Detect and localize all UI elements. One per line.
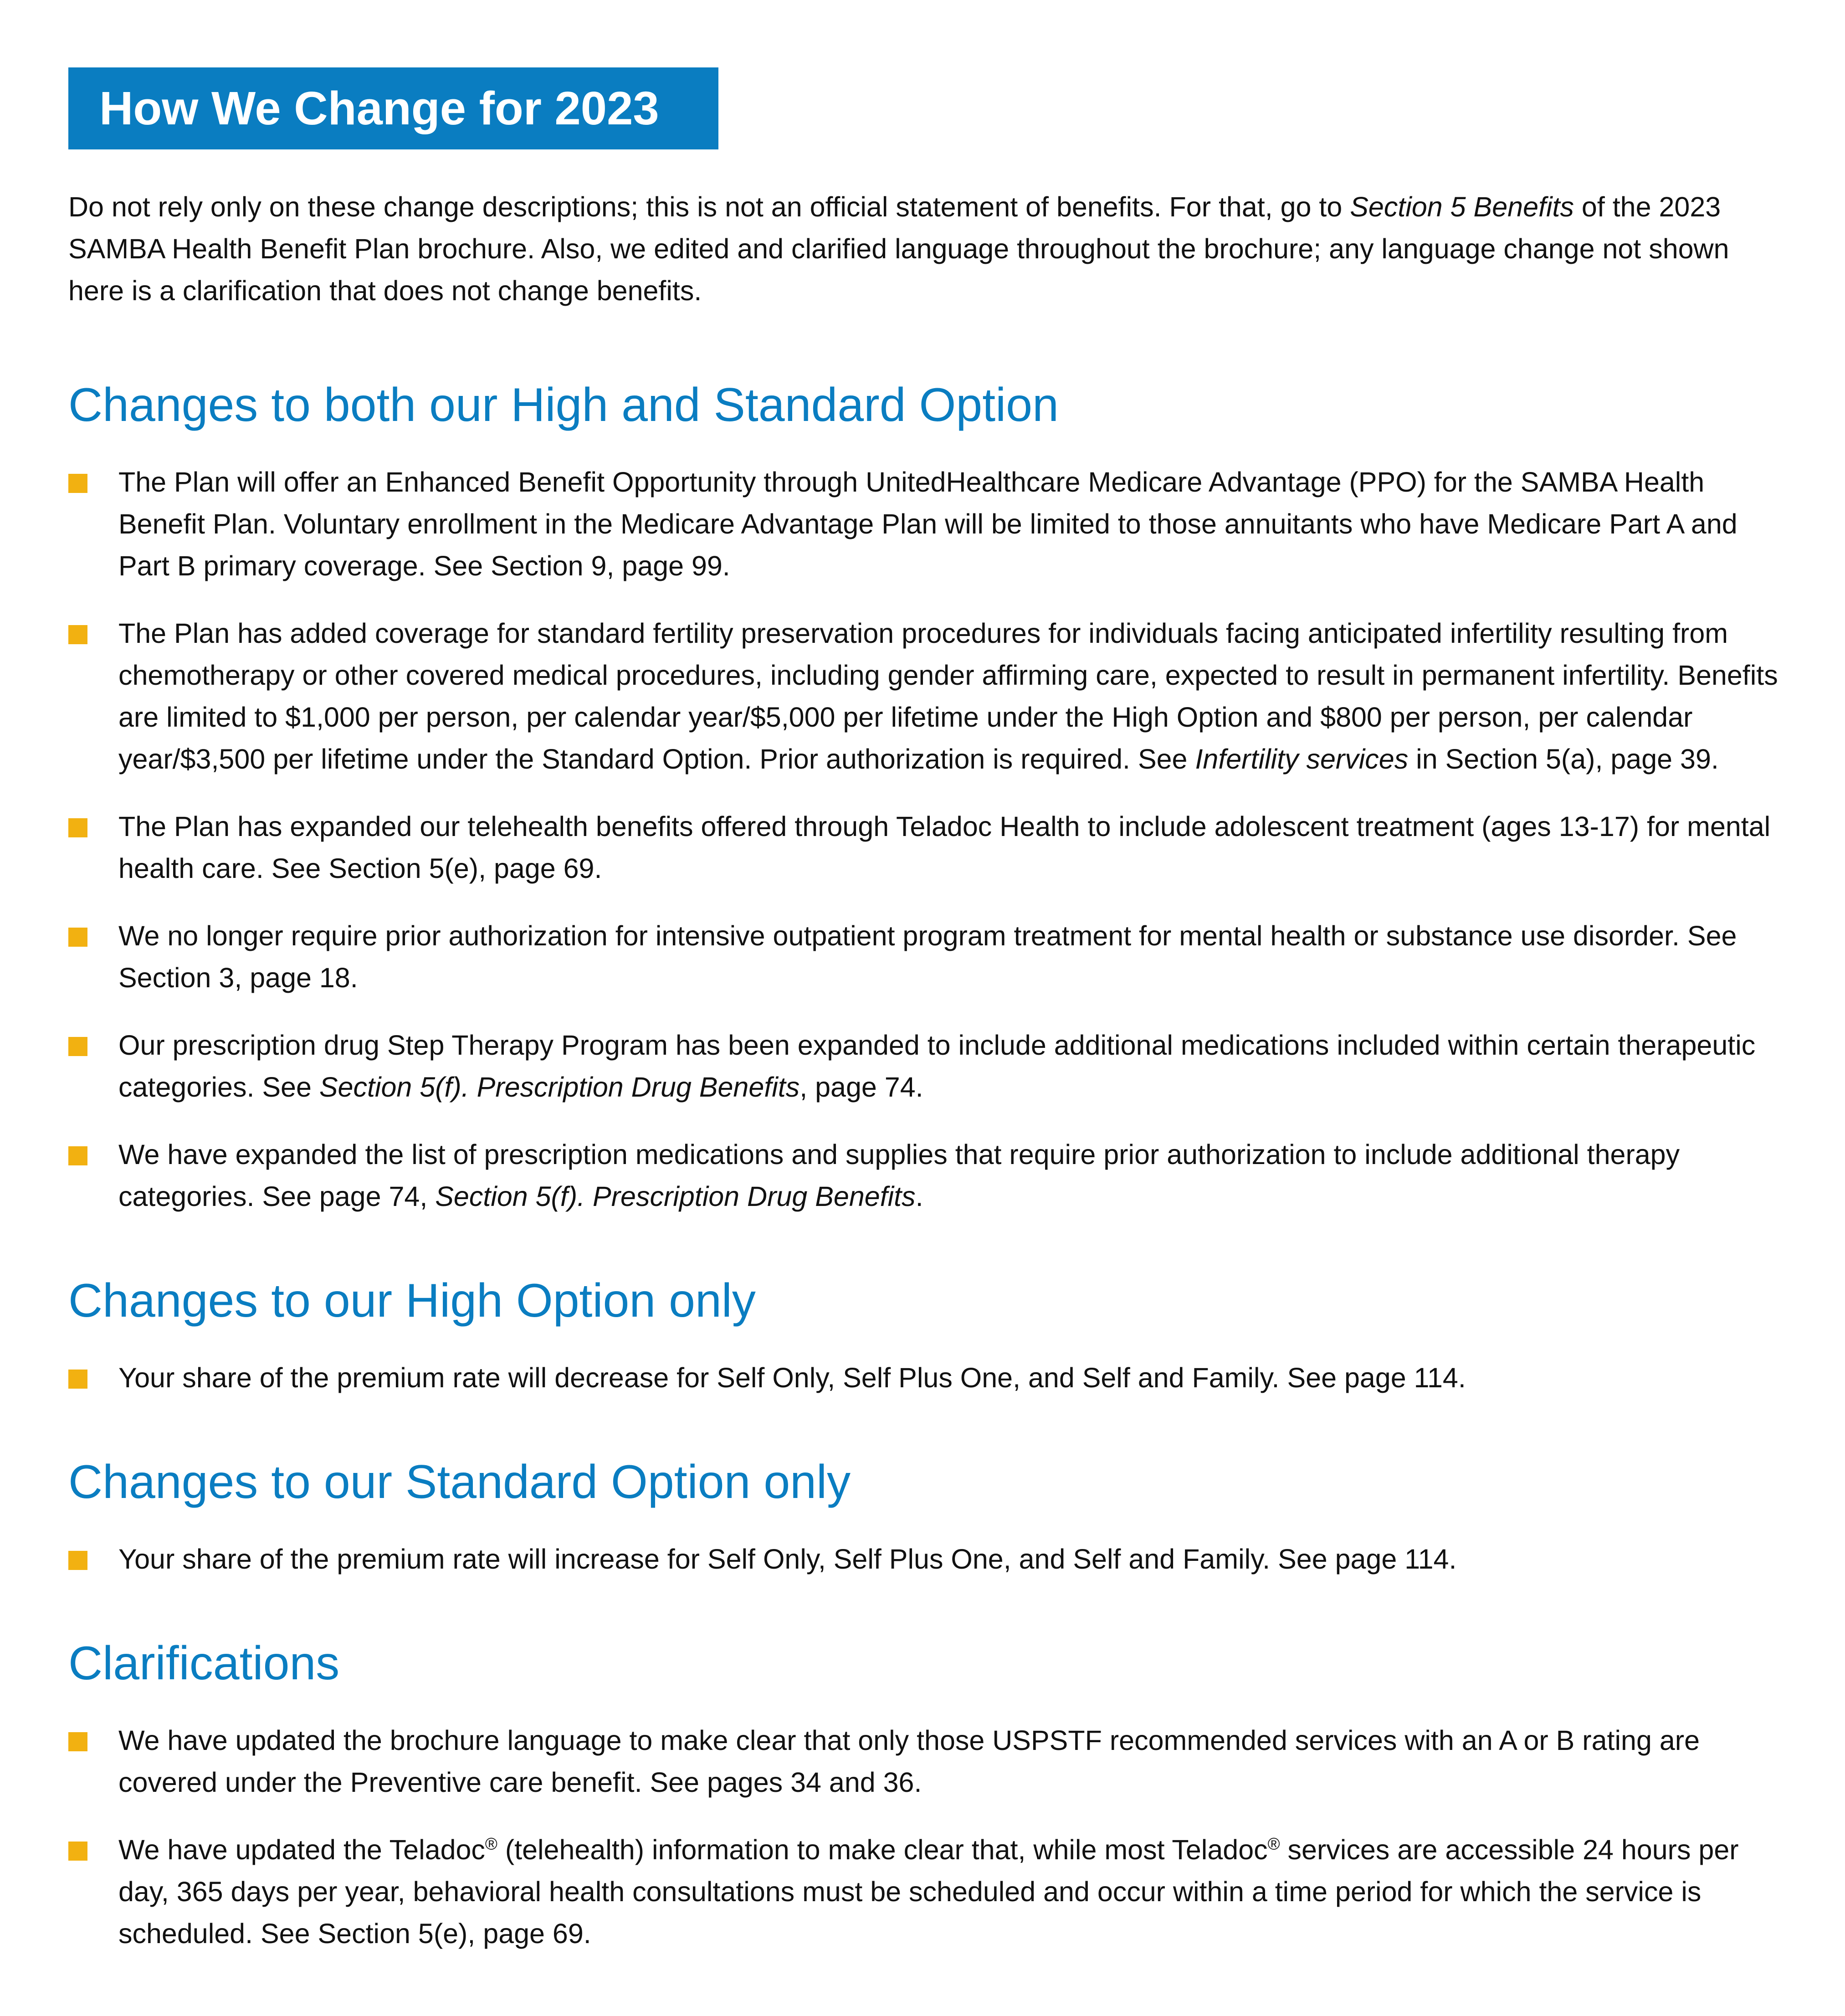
list-item-text-continued: (telehealth) information to make clear that, while most Teladoc (497, 1834, 1268, 1865)
square-bullet-icon (68, 1037, 87, 1056)
list-item-text: Our prescription drug Step Therapy Program has been expanded to include additional medications included within certain therapeutic categories. See (118, 1030, 1756, 1103)
intro-italic-reference: Section 5 Benefits (1350, 191, 1574, 222)
list-clarifications (68, 1719, 1781, 1954)
list-item (68, 1357, 1781, 1399)
intro-text-continued: of the 2023 SAMBA Health Benefit Plan brochure. Also, we edited and clarified language throughout the brochure; any language change not shown here is a clarification that does not change benefits. (68, 191, 1729, 306)
list-item-text: We no longer require prior authorization for intensive outpatient program treatment for mental health or substance use disorder. See Section 3, page 18. (118, 920, 1737, 993)
list-both-options (68, 461, 1781, 1217)
list-item-text: The Plan has added coverage for standard fertility preservation procedures for individuals facing anticipated infertility resulting from chemotherapy or other covered medical procedures, including gender affirming care, expected to result in permanent infertility. Benefits are limited to $1,000 per person, per calendar year/$5,000 per lifetime under the High Option and $800 per person, per calendar year/$3,500 per lifetime under the Standard Option. Prior authorization is required. See (118, 618, 1778, 775)
list-item-text-continued: , page 74. (800, 1072, 923, 1103)
list-item-text: We have expanded the list of prescription medications and supplies that require prior authorization to include additional therapy categories. See page 74, (118, 1139, 1680, 1212)
square-bullet-icon (68, 928, 87, 947)
list-item-text-continued: services are accessible 24 hours per day, 365 days per year, behavioral health consultations must be scheduled and occur within a time period for which the service is scheduled. See Section 5(e), page 69. (118, 1834, 1739, 1949)
list-item (68, 612, 1781, 780)
list-standard-option (68, 1538, 1781, 1580)
intro-text: Do not rely only on these change descriptions; this is not an official statement of benefits. For that, go to (68, 191, 1350, 222)
list-item-text: The Plan will offer an Enhanced Benefit Opportunity through UnitedHealthcare Medicare Advantage (PPO) for the SAMBA Health Benefit Plan. Voluntary enrollment in the Medicare Advantage Plan will be limited to those annuitants who have Medicare Part A and Part B primary coverage. See Section 9, page 99. (118, 467, 1737, 581)
registered-mark: ® (485, 1834, 497, 1853)
square-bullet-icon (68, 818, 87, 837)
section-heading-standard-option: Changes to our Standard Option only (68, 1456, 851, 1508)
list-item-text: Your share of the premium rate will increase for Self Only, Self Plus One, and Self and Family. See page 114. (118, 1544, 1457, 1575)
square-bullet-icon (68, 1842, 87, 1861)
list-item (68, 461, 1781, 587)
intro-paragraph (68, 186, 1781, 312)
square-bullet-icon (68, 1732, 87, 1751)
list-item-italic-reference: Section 5(f). Prescription Drug Benefits (435, 1181, 916, 1212)
list-item (68, 805, 1781, 889)
square-bullet-icon (68, 1146, 87, 1165)
list-item (68, 915, 1781, 999)
list-item-italic-reference: Section 5(f). Prescription Drug Benefits (319, 1072, 800, 1103)
section-heading-both-options: Changes to both our High and Standard Option (68, 379, 1059, 431)
list-high-option (68, 1357, 1781, 1399)
list-item-text-continued: in Section 5(a), page 39. (1408, 744, 1719, 775)
list-item-text: Your share of the premium rate will decrease for Self Only, Self Plus One, and Self and Family. See page 114. (118, 1362, 1466, 1393)
section-heading-clarifications: Clarifications (68, 1637, 340, 1690)
square-bullet-icon (68, 474, 87, 493)
list-item-text: We have updated the Teladoc (118, 1834, 485, 1865)
square-bullet-icon (68, 1551, 87, 1570)
document-page (68, 67, 1781, 1954)
registered-mark: ® (1267, 1834, 1280, 1853)
list-item (68, 1538, 1781, 1580)
list-item-italic-reference: Infertility services (1195, 744, 1409, 775)
list-item-text: The Plan has expanded our telehealth benefits offered through Teladoc Health to include adolescent treatment (ages 13-17) for mental health care. See Section 5(e), page 69. (118, 811, 1771, 884)
list-item (68, 1024, 1781, 1108)
list-item-text-continued: . (915, 1181, 923, 1212)
section-heading-high-option: Changes to our High Option only (68, 1274, 756, 1327)
list-item (68, 1134, 1781, 1217)
square-bullet-icon (68, 625, 87, 644)
list-item (68, 1719, 1781, 1803)
list-item (68, 1829, 1781, 1954)
list-item-text: We have updated the brochure language to make clear that only those USPSTF recommended services with an A or B rating are covered under the Preventive care benefit. See pages 34 and 36. (118, 1725, 1700, 1798)
page-title: How We Change for 2023 (68, 67, 718, 149)
square-bullet-icon (68, 1370, 87, 1389)
